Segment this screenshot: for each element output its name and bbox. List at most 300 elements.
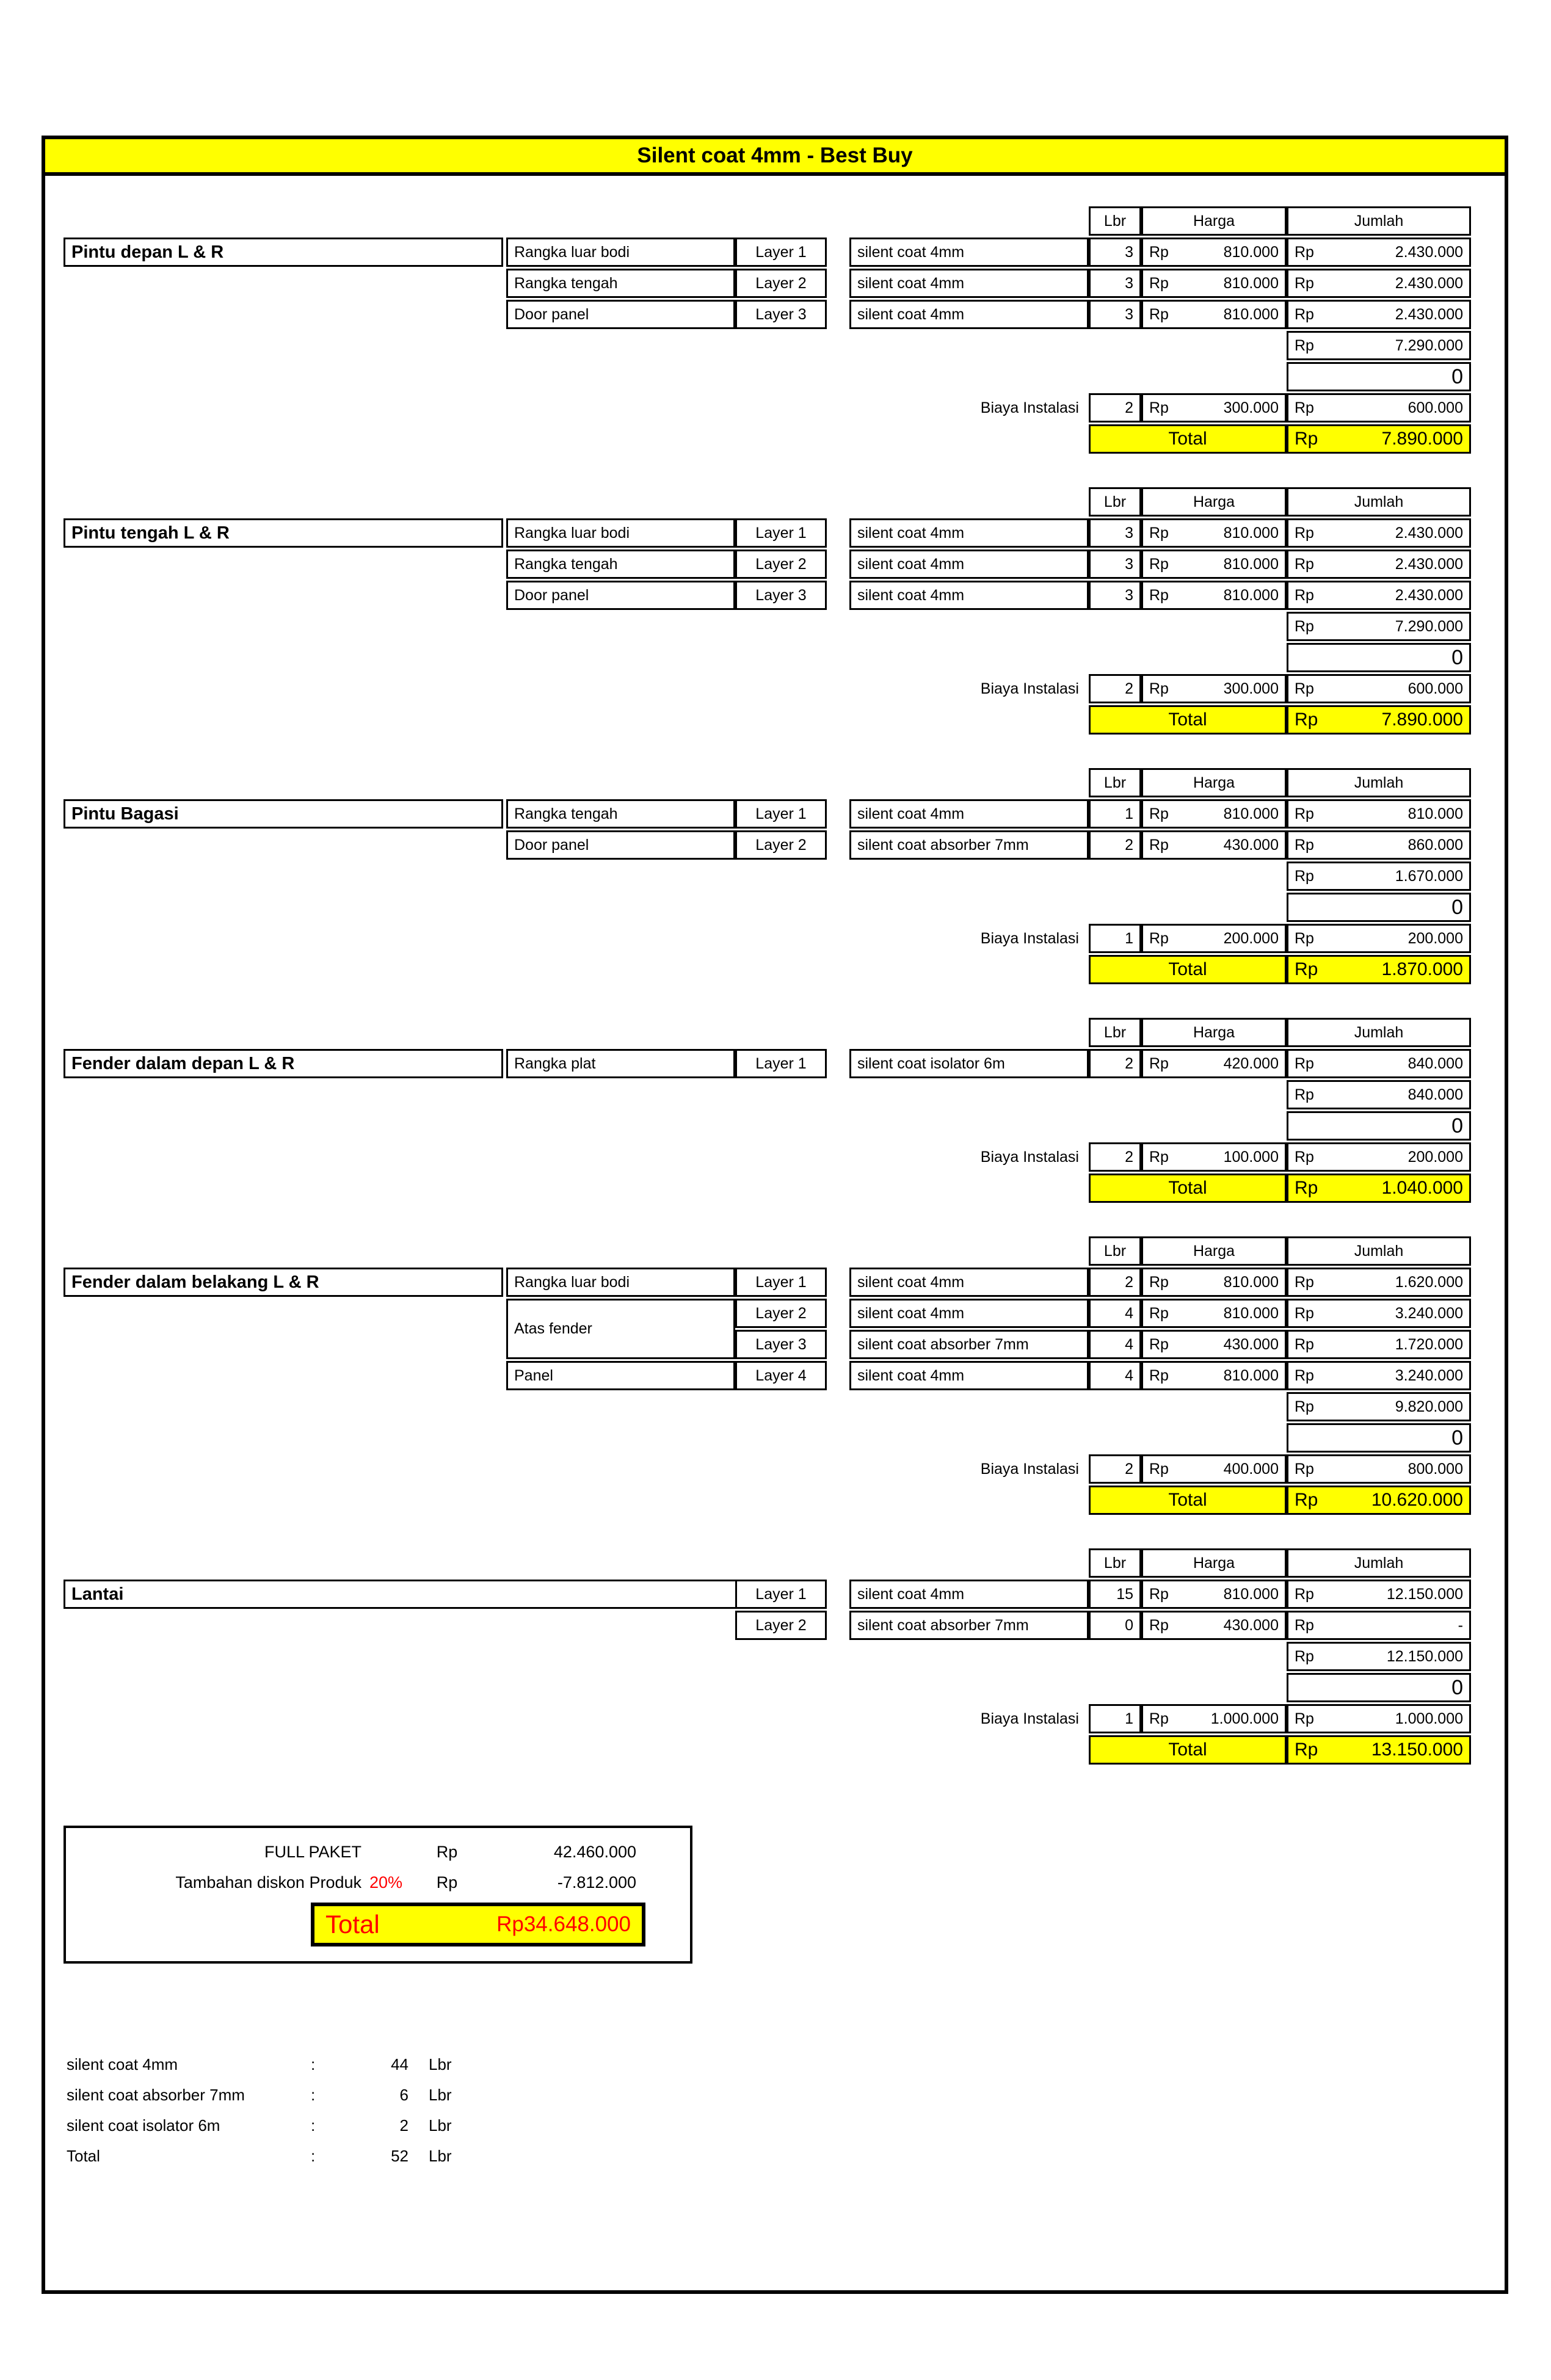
amount-value: 1.620.000 <box>1395 1273 1463 1291</box>
install-price-value: 200.000 <box>1223 929 1279 947</box>
layer-cell: Layer 1 <box>735 1580 827 1609</box>
qty-cell: 0 <box>1089 1611 1141 1640</box>
part-cell: Rangka tengah <box>506 799 735 829</box>
item-cell: silent coat absorber 7mm <box>849 830 1089 860</box>
price-value: 810.000 <box>1223 805 1279 822</box>
col-header-harga: Harga <box>1141 1548 1287 1578</box>
amount-cell <box>1287 1299 1471 1328</box>
install-amount-value: 800.000 <box>1408 1460 1463 1478</box>
subtotal-cell <box>1287 331 1471 360</box>
currency-prefix: Rp <box>1149 586 1169 604</box>
section-pintu-tengah <box>64 487 1505 735</box>
col-header-lbr: Lbr <box>1089 1548 1141 1578</box>
material-qty: 6 <box>399 2085 409 2104</box>
currency-prefix: Rp <box>1295 929 1314 947</box>
install-amount-cell <box>1287 1704 1471 1733</box>
currency-prefix: Rp <box>1295 836 1314 854</box>
layer-cell: Layer 2 <box>735 269 827 298</box>
price-value: 810.000 <box>1223 243 1279 261</box>
col-header-jumlah: Jumlah <box>1287 768 1471 797</box>
col-header-lbr: Lbr <box>1089 1018 1141 1047</box>
price-cell <box>1141 550 1287 579</box>
amount-cell-value: - <box>1458 1616 1463 1634</box>
col-header-jumlah: Jumlah <box>1287 1236 1471 1266</box>
currency-prefix: Rp <box>1295 429 1318 449</box>
full-paket-label: FULL PAKET <box>264 1842 361 1861</box>
col-header-jumlah: Jumlah <box>1287 1548 1471 1578</box>
section-total-value: 1.040.000 <box>1381 1178 1463 1198</box>
currency-prefix: Rp <box>1149 1273 1169 1291</box>
discount-percent: 20% <box>369 1873 403 1892</box>
currency-prefix: Rp <box>1295 274 1314 292</box>
currency-prefix: Rp <box>1295 524 1314 542</box>
layer-cell: Layer 3 <box>735 1330 827 1359</box>
install-qty-cell: 2 <box>1089 1142 1141 1172</box>
grand-total-amount: Rp34.648.000 <box>496 1912 631 1936</box>
amount-cell <box>1287 1611 1471 1640</box>
qty-cell: 3 <box>1089 581 1141 610</box>
price-value: 810.000 <box>1223 1366 1279 1384</box>
section-pintu-depan <box>64 206 1505 454</box>
price-cell <box>1141 1361 1287 1390</box>
currency-prefix: Rp <box>1295 586 1314 604</box>
currency-prefix: Rp <box>1295 1335 1314 1353</box>
qty-cell: 4 <box>1089 1299 1141 1328</box>
part-cell: Door panel <box>506 830 735 860</box>
amount-value: 2.430.000 <box>1395 274 1463 292</box>
layer-cell: Layer 1 <box>735 799 827 829</box>
zero-cell: 0 <box>1287 1423 1471 1453</box>
install-qty-cell: 2 <box>1089 1454 1141 1484</box>
section-total-amount <box>1287 1486 1471 1515</box>
amount-cell-value: 12.150.000 <box>1386 1585 1463 1603</box>
item-cell: silent coat 4mm <box>849 581 1089 610</box>
material-qty: 44 <box>391 2055 409 2073</box>
section-total-amount <box>1287 424 1471 454</box>
amount-cell <box>1287 1049 1471 1078</box>
install-price-cell <box>1141 1454 1287 1484</box>
subtotal-value: 7.290.000 <box>1395 617 1463 635</box>
section-total-label: Total <box>1089 1735 1287 1765</box>
material-row <box>67 2080 1505 2110</box>
col-header-lbr: Lbr <box>1089 487 1141 517</box>
install-qty-cell: 1 <box>1089 1704 1141 1733</box>
item-cell: silent coat 4mm <box>849 799 1089 829</box>
layer-cell: Layer 2 <box>735 1299 827 1328</box>
amount-cell <box>1287 1330 1471 1359</box>
price-value: 430.000 <box>1223 1335 1279 1353</box>
col-header-jumlah: Jumlah <box>1287 1018 1471 1047</box>
amount-value: 2.430.000 <box>1395 586 1463 604</box>
item-cell: silent coat isolator 6m <box>849 1049 1089 1078</box>
layer-cell: Layer 3 <box>735 300 827 329</box>
currency-prefix: Rp <box>1295 336 1314 354</box>
amount-cell <box>1287 799 1471 829</box>
qty-cell: 2 <box>1089 830 1141 860</box>
item-cell: silent coat 4mm <box>849 1580 1089 1609</box>
price-cell <box>1141 1299 1287 1328</box>
col-header-lbr: Lbr <box>1089 768 1141 797</box>
price-value: 810.000 <box>1223 586 1279 604</box>
currency-prefix: Rp <box>1295 1740 1318 1760</box>
item-cell: silent coat absorber 7mm <box>849 1611 1089 1640</box>
price-cell <box>1141 300 1287 329</box>
price-cell <box>1141 1611 1287 1640</box>
currency-prefix: Rp <box>1295 680 1314 697</box>
currency-prefix: Rp <box>1295 1086 1314 1103</box>
material-unit: Lbr <box>429 2085 452 2104</box>
amount-value: 1.720.000 <box>1395 1335 1463 1353</box>
amount-value: 3.240.000 <box>1395 1304 1463 1322</box>
section-total-amount-value: 13.150.000 <box>1371 1740 1463 1760</box>
subtotal-value: 7.290.000 <box>1395 336 1463 354</box>
layer-cell: Layer 1 <box>735 518 827 548</box>
item-cell: silent coat absorber 7mm <box>849 1330 1089 1359</box>
section-fender-depan <box>64 1018 1505 1203</box>
price-cell <box>1141 269 1287 298</box>
part-cell: Rangka luar bodi <box>506 1268 735 1297</box>
zero-cell: 0 <box>1287 362 1471 391</box>
install-amount-cell <box>1287 1454 1471 1484</box>
section-total-value: 1.870.000 <box>1381 959 1463 979</box>
qty-cell: 3 <box>1089 518 1141 548</box>
amount-cell <box>1287 269 1471 298</box>
section-total-value: 7.890.000 <box>1381 709 1463 730</box>
qty-cell: 3 <box>1089 238 1141 267</box>
part-cell-merged: Atas fender <box>506 1299 735 1359</box>
material-row <box>67 2049 1505 2080</box>
qty-cell: 3 <box>1089 550 1141 579</box>
install-qty-cell: 2 <box>1089 674 1141 703</box>
section-fender-belakang <box>64 1236 1505 1515</box>
col-header-lbr: Lbr <box>1089 206 1141 236</box>
materials-summary <box>67 2049 1505 2171</box>
section-total-amount <box>1287 1735 1471 1765</box>
col-header-harga: Harga <box>1141 487 1287 517</box>
section-lantai <box>64 1548 1505 1765</box>
zero-cell: 0 <box>1287 893 1471 922</box>
price-value: 430.000 <box>1223 836 1279 854</box>
install-label: Biaya Instalasi <box>980 929 1079 947</box>
currency-prefix: Rp <box>1295 1647 1314 1665</box>
material-name: silent coat 4mm <box>67 2055 178 2073</box>
price-cell-value: 810.000 <box>1223 1585 1279 1603</box>
currency-prefix: Rp <box>1149 243 1169 261</box>
currency-prefix: Rp <box>1149 1054 1169 1072</box>
material-qty: 52 <box>391 2146 409 2165</box>
subtotal-cell <box>1287 862 1471 891</box>
amount-cell <box>1287 581 1471 610</box>
material-unit: Lbr <box>429 2116 452 2135</box>
price-value: 810.000 <box>1223 274 1279 292</box>
section-name: Pintu depan L & R <box>64 238 503 267</box>
qty-cell: 1 <box>1089 799 1141 829</box>
item-cell: silent coat 4mm <box>849 1361 1089 1390</box>
currency-prefix: Rp <box>1295 399 1314 416</box>
amount-value: 2.430.000 <box>1395 524 1463 542</box>
section-name: Pintu tengah L & R <box>64 518 503 548</box>
layer-cell: Layer 2 <box>735 550 827 579</box>
subtotal-cell <box>1287 1392 1471 1421</box>
currency-prefix: Rp <box>1295 1148 1314 1166</box>
item-cell: silent coat 4mm <box>849 518 1089 548</box>
price-value: 810.000 <box>1223 555 1279 573</box>
col-header-harga: Harga <box>1141 1236 1287 1266</box>
install-amount-value: 200.000 <box>1408 1148 1463 1166</box>
section-total-label: Total <box>1089 1174 1287 1203</box>
sheet-frame <box>42 136 1508 2294</box>
install-price-cell-value: 1.000.000 <box>1210 1710 1279 1727</box>
layer-cell: Layer 1 <box>735 238 827 267</box>
item-cell: silent coat 4mm <box>849 1268 1089 1297</box>
layer-cell: Layer 2 <box>735 830 827 860</box>
package-summary-box <box>64 1826 692 1964</box>
currency-prefix: Rp <box>1149 1710 1169 1727</box>
subtotal-value: 9.820.000 <box>1395 1398 1463 1415</box>
price-cell <box>1141 1580 1287 1609</box>
discount-label: Tambahan diskon Produk <box>175 1873 361 1892</box>
amount-value: 860.000 <box>1408 836 1463 854</box>
price-cell <box>1141 830 1287 860</box>
install-label: Biaya Instalasi <box>980 1710 1079 1727</box>
currency-prefix: Rp <box>1295 1460 1314 1478</box>
material-name: silent coat isolator 6m <box>67 2116 220 2135</box>
section-total-amount <box>1287 1174 1471 1203</box>
subtotal-cell-value: 12.150.000 <box>1386 1647 1463 1665</box>
material-row <box>67 2141 1505 2171</box>
install-price-value: 300.000 <box>1223 680 1279 697</box>
col-header-lbr: Lbr <box>1089 1236 1141 1266</box>
col-header-jumlah: Jumlah <box>1287 487 1471 517</box>
currency-prefix: Rp <box>1295 1273 1314 1291</box>
qty-cell: 3 <box>1089 269 1141 298</box>
layer-cell: Layer 2 <box>735 1611 827 1640</box>
currency-prefix: Rp <box>1295 1304 1314 1322</box>
install-qty-cell: 1 <box>1089 924 1141 953</box>
zero-cell: 0 <box>1287 643 1471 672</box>
part-cell: Rangka luar bodi <box>506 238 735 267</box>
install-price-value: 400.000 <box>1223 1460 1279 1478</box>
subtotal-cell <box>1287 612 1471 641</box>
install-amount-cell <box>1287 924 1471 953</box>
install-amount-value: 200.000 <box>1408 929 1463 947</box>
install-price-value: 100.000 <box>1223 1148 1279 1166</box>
item-cell: silent coat 4mm <box>849 269 1089 298</box>
price-cell <box>1141 799 1287 829</box>
price-cell <box>1141 518 1287 548</box>
qty-cell: 15 <box>1089 1580 1141 1609</box>
item-cell: silent coat 4mm <box>849 300 1089 329</box>
item-cell: silent coat 4mm <box>849 238 1089 267</box>
install-label: Biaya Instalasi <box>980 399 1079 416</box>
install-amount-cell <box>1287 1142 1471 1172</box>
currency-prefix: Rp <box>1149 836 1169 854</box>
currency-prefix: Rp <box>1295 1616 1314 1634</box>
currency-prefix: Rp <box>1295 243 1314 261</box>
install-price-cell <box>1141 393 1287 423</box>
currency-prefix: Rp <box>1149 555 1169 573</box>
discount-amount: -7.812.000 <box>557 1873 636 1892</box>
price-cell <box>1141 581 1287 610</box>
qty-cell: 2 <box>1089 1049 1141 1078</box>
install-amount-cell-value: 1.000.000 <box>1395 1710 1463 1727</box>
grand-total-label: Total <box>325 1910 380 1939</box>
section-name: Pintu Bagasi <box>64 799 503 829</box>
currency-prefix: Rp <box>1149 1460 1169 1478</box>
price-cell <box>1141 1268 1287 1297</box>
currency-prefix: Rp <box>1295 555 1314 573</box>
install-price-value: 300.000 <box>1223 399 1279 416</box>
install-amount-value: 600.000 <box>1408 399 1463 416</box>
currency-prefix: Rp <box>1149 1616 1169 1634</box>
install-amount-cell <box>1287 393 1471 423</box>
currency-prefix: Rp <box>1295 1054 1314 1072</box>
subtotal-value: 840.000 <box>1408 1086 1463 1103</box>
install-label: Biaya Instalasi <box>980 1460 1079 1478</box>
currency-prefix: Rp <box>1149 1366 1169 1384</box>
part-cell: Rangka plat <box>506 1049 735 1078</box>
install-qty-cell: 2 <box>1089 393 1141 423</box>
price-cell-value: 430.000 <box>1223 1616 1279 1634</box>
price-value: 810.000 <box>1223 524 1279 542</box>
material-colon: : <box>311 2116 316 2135</box>
amount-cell <box>1287 238 1471 267</box>
amount-value: 2.430.000 <box>1395 305 1463 323</box>
material-unit: Lbr <box>429 2146 452 2165</box>
install-amount-cell <box>1287 674 1471 703</box>
currency-prefix: Rp <box>1149 305 1169 323</box>
currency-prefix: Rp <box>1149 929 1169 947</box>
amount-value: 810.000 <box>1408 805 1463 822</box>
currency-prefix: Rp <box>1295 1490 1318 1510</box>
currency-prefix: Rp <box>1149 524 1169 542</box>
currency-prefix: Rp <box>1149 805 1169 822</box>
amount-value: 3.240.000 <box>1395 1366 1463 1384</box>
discount-row <box>66 1867 690 1898</box>
currency-prefix: Rp <box>1295 617 1314 635</box>
price-value: 810.000 <box>1223 1304 1279 1322</box>
qty-cell: 4 <box>1089 1330 1141 1359</box>
subtotal-cell <box>1287 1080 1471 1109</box>
currency-prefix: Rp <box>1149 399 1169 416</box>
part-cell: Rangka tengah <box>506 269 735 298</box>
amount-value: 2.430.000 <box>1395 555 1463 573</box>
install-amount-value: 600.000 <box>1408 680 1463 697</box>
currency-prefix: Rp <box>1149 1304 1169 1322</box>
amount-value: 840.000 <box>1408 1054 1463 1072</box>
item-cell: silent coat 4mm <box>849 550 1089 579</box>
section-name: Lantai <box>64 1580 827 1609</box>
price-cell <box>1141 238 1287 267</box>
price-value: 420.000 <box>1223 1054 1279 1072</box>
material-unit: Lbr <box>429 2055 452 2073</box>
price-cell <box>1141 1049 1287 1078</box>
install-price-cell <box>1141 674 1287 703</box>
amount-cell <box>1287 1361 1471 1390</box>
currency-prefix: Rp <box>1295 1366 1314 1384</box>
material-qty: 2 <box>399 2116 409 2135</box>
currency-prefix: Rp <box>1295 1178 1318 1198</box>
section-name: Fender dalam belakang L & R <box>64 1268 503 1297</box>
section-total-amount <box>1287 955 1471 984</box>
item-cell: silent coat 4mm <box>849 1299 1089 1328</box>
install-price-cell <box>1141 1142 1287 1172</box>
currency-prefix: Rp <box>1295 709 1318 730</box>
price-value: 810.000 <box>1223 1273 1279 1291</box>
currency-prefix: Rp <box>1295 867 1314 885</box>
currency-prefix: Rp <box>1295 1398 1314 1415</box>
currency-prefix: Rp <box>1295 805 1314 822</box>
section-total-label: Total <box>1089 955 1287 984</box>
amount-cell <box>1287 518 1471 548</box>
currency-prefix: Rp <box>1149 680 1169 697</box>
full-paket-row <box>66 1837 690 1867</box>
qty-cell: 3 <box>1089 300 1141 329</box>
amount-cell <box>1287 1268 1471 1297</box>
sheet-content <box>45 176 1505 2171</box>
sheet-title-bar <box>45 139 1505 176</box>
part-cell: Rangka tengah <box>506 550 735 579</box>
material-colon: : <box>311 2146 316 2165</box>
currency-prefix: Rp <box>436 1873 458 1892</box>
subtotal-cell <box>1287 1642 1471 1671</box>
zero-cell: 0 <box>1287 1111 1471 1141</box>
part-cell: Rangka luar bodi <box>506 518 735 548</box>
material-colon: : <box>311 2085 316 2104</box>
currency-prefix: Rp <box>436 1842 458 1861</box>
material-name: silent coat absorber 7mm <box>67 2085 245 2104</box>
subtotal-value: 1.670.000 <box>1395 867 1463 885</box>
currency-prefix: Rp <box>1149 1585 1169 1603</box>
part-cell: Door panel <box>506 581 735 610</box>
section-pintu-bagasi <box>64 768 1505 984</box>
install-price-cell <box>1141 924 1287 953</box>
currency-prefix: Rp <box>1295 1710 1314 1727</box>
amount-cell <box>1287 830 1471 860</box>
install-label: Biaya Instalasi <box>980 1148 1079 1166</box>
qty-cell: 2 <box>1089 1268 1141 1297</box>
zero-cell: 0 <box>1287 1673 1471 1702</box>
layer-cell: Layer 1 <box>735 1049 827 1078</box>
section-total-value: 7.890.000 <box>1381 429 1463 449</box>
section-total-value: 10.620.000 <box>1371 1490 1463 1510</box>
currency-prefix: Rp <box>1149 1335 1169 1353</box>
section-total-label: Total <box>1089 705 1287 735</box>
layer-cell: Layer 4 <box>735 1361 827 1390</box>
material-row <box>67 2110 1505 2141</box>
layer-cell: Layer 1 <box>735 1268 827 1297</box>
sheet-title: Silent coat 4mm - Best Buy <box>637 143 913 167</box>
amount-cell <box>1287 550 1471 579</box>
currency-prefix: Rp <box>1295 1585 1314 1603</box>
section-total-label: Total <box>1089 424 1287 454</box>
currency-prefix: Rp <box>1149 1148 1169 1166</box>
currency-prefix: Rp <box>1149 274 1169 292</box>
grand-total-box <box>311 1903 645 1946</box>
part-cell: Panel <box>506 1361 735 1390</box>
col-header-harga: Harga <box>1141 206 1287 236</box>
part-cell: Door panel <box>506 300 735 329</box>
col-header-harga: Harga <box>1141 1018 1287 1047</box>
material-name: Total <box>67 2146 100 2165</box>
amount-cell <box>1287 1580 1471 1609</box>
section-total-amount <box>1287 705 1471 735</box>
install-price-cell <box>1141 1704 1287 1733</box>
full-paket-amount: 42.460.000 <box>553 1842 636 1861</box>
price-value: 810.000 <box>1223 305 1279 323</box>
currency-prefix: Rp <box>1295 959 1318 979</box>
section-total-label: Total <box>1089 1486 1287 1515</box>
